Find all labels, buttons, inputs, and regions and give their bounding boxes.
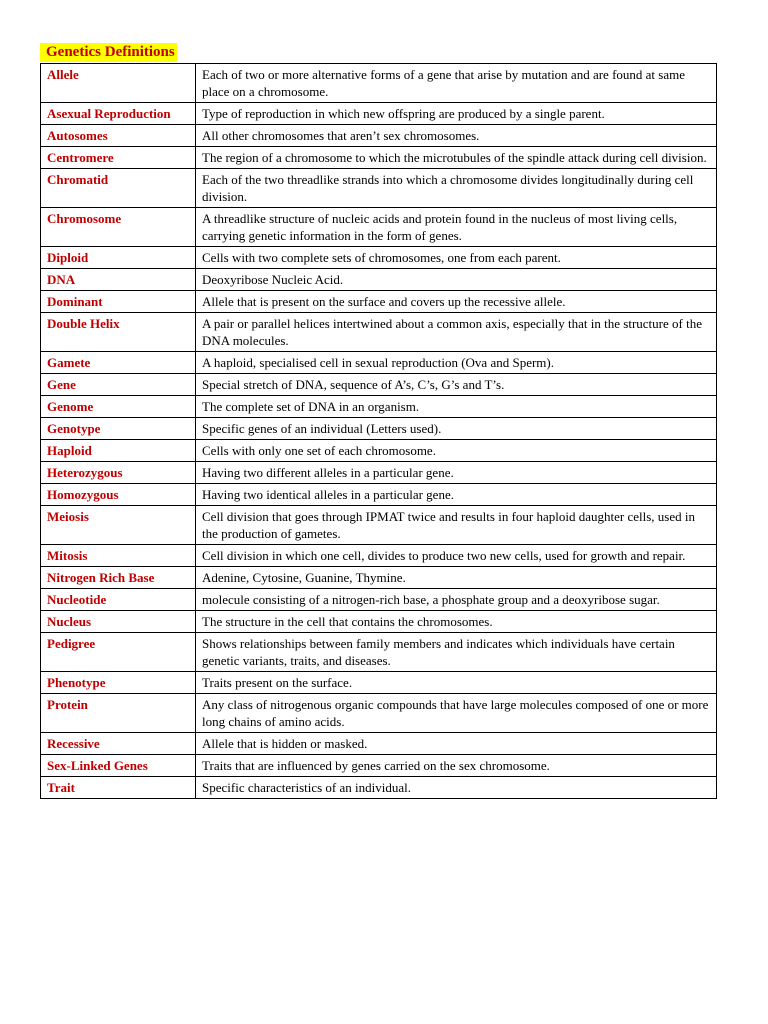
table-row: [41, 169, 717, 208]
term-cell: Meiosis: [41, 506, 196, 545]
table-row: [41, 418, 717, 440]
definition-cell: Adenine, Cytosine, Guanine, Thymine.: [196, 567, 717, 589]
definition-cell: Having two different alleles in a particular gene.: [196, 462, 717, 484]
definition-cell: molecule consisting of a nitrogen-rich base, a phosphate group and a deoxyribose sugar.: [196, 589, 717, 611]
definition-cell: Shows relationships between family members and indicates which individuals have certain genetic variants, traits, and diseases.: [196, 633, 717, 672]
document-page: [40, 43, 717, 799]
term-cell: Phenotype: [41, 672, 196, 694]
definition-cell: Specific genes of an individual (Letters used).: [196, 418, 717, 440]
definitions-table-body: [41, 64, 717, 799]
term-cell: Sex-Linked Genes: [41, 755, 196, 777]
table-row: [41, 589, 717, 611]
definition-cell: Allele that is hidden or masked.: [196, 733, 717, 755]
document-title: Genetics Definitions: [40, 43, 177, 62]
term-cell: Nucleus: [41, 611, 196, 633]
term-cell: Chromosome: [41, 208, 196, 247]
term-cell: Heterozygous: [41, 462, 196, 484]
table-row: [41, 352, 717, 374]
definition-cell: All other chromosomes that aren’t sex chromosomes.: [196, 125, 717, 147]
definition-cell: The region of a chromosome to which the microtubules of the spindle attack during cell division.: [196, 147, 717, 169]
definition-cell: Traits that are influenced by genes carried on the sex chromosome.: [196, 755, 717, 777]
term-cell: DNA: [41, 269, 196, 291]
term-cell: Homozygous: [41, 484, 196, 506]
term-cell: Haploid: [41, 440, 196, 462]
table-row: [41, 567, 717, 589]
table-row: [41, 484, 717, 506]
definition-cell: Each of the two threadlike strands into which a chromosome divides longitudinally during cell division.: [196, 169, 717, 208]
term-cell: Mitosis: [41, 545, 196, 567]
table-row: [41, 777, 717, 799]
table-row: [41, 462, 717, 484]
table-row: [41, 672, 717, 694]
definition-cell: Traits present on the surface.: [196, 672, 717, 694]
definition-cell: A pair or parallel helices intertwined about a common axis, especially that in the structure of the DNA molecules.: [196, 313, 717, 352]
definition-cell: Cells with only one set of each chromosome.: [196, 440, 717, 462]
term-cell: Autosomes: [41, 125, 196, 147]
term-cell: Centromere: [41, 147, 196, 169]
table-row: [41, 506, 717, 545]
term-cell: Protein: [41, 694, 196, 733]
table-row: [41, 694, 717, 733]
term-cell: Trait: [41, 777, 196, 799]
definition-cell: Any class of nitrogenous organic compounds that have large molecules composed of one or more long chains of amino acids.: [196, 694, 717, 733]
table-row: [41, 611, 717, 633]
term-cell: Dominant: [41, 291, 196, 313]
definitions-table: [40, 63, 717, 799]
definition-cell: Having two identical alleles in a particular gene.: [196, 484, 717, 506]
table-row: [41, 64, 717, 103]
definition-cell: Each of two or more alternative forms of a gene that arise by mutation and are found at same place on a chromosome.: [196, 64, 717, 103]
definition-cell: Special stretch of DNA, sequence of A’s, C’s, G’s and T’s.: [196, 374, 717, 396]
term-cell: Asexual Reproduction: [41, 103, 196, 125]
definition-cell: Cells with two complete sets of chromosomes, one from each parent.: [196, 247, 717, 269]
term-cell: Genotype: [41, 418, 196, 440]
table-row: [41, 208, 717, 247]
table-row: [41, 103, 717, 125]
table-row: [41, 440, 717, 462]
table-row: [41, 374, 717, 396]
definition-cell: Cell division that goes through IPMAT twice and results in four haploid daughter cells, used in the production of gametes.: [196, 506, 717, 545]
table-row: [41, 396, 717, 418]
term-cell: Recessive: [41, 733, 196, 755]
term-cell: Pedigree: [41, 633, 196, 672]
definition-cell: The structure in the cell that contains the chromosomes.: [196, 611, 717, 633]
term-cell: Chromatid: [41, 169, 196, 208]
table-row: [41, 291, 717, 313]
term-cell: Gene: [41, 374, 196, 396]
term-cell: Gamete: [41, 352, 196, 374]
definition-cell: Deoxyribose Nucleic Acid.: [196, 269, 717, 291]
term-cell: Nitrogen Rich Base: [41, 567, 196, 589]
term-cell: Allele: [41, 64, 196, 103]
table-row: [41, 545, 717, 567]
definition-cell: Type of reproduction in which new offspring are produced by a single parent.: [196, 103, 717, 125]
definition-cell: Specific characteristics of an individual.: [196, 777, 717, 799]
term-cell: Genome: [41, 396, 196, 418]
table-row: [41, 313, 717, 352]
term-cell: Double Helix: [41, 313, 196, 352]
term-cell: Diploid: [41, 247, 196, 269]
definition-cell: A threadlike structure of nucleic acids and protein found in the nucleus of most living cells, carrying genetic information in the form of genes.: [196, 208, 717, 247]
table-row: [41, 269, 717, 291]
definition-cell: A haploid, specialised cell in sexual reproduction (Ova and Sperm).: [196, 352, 717, 374]
term-cell: Nucleotide: [41, 589, 196, 611]
table-row: [41, 247, 717, 269]
table-row: [41, 125, 717, 147]
definition-cell: The complete set of DNA in an organism.: [196, 396, 717, 418]
table-row: [41, 147, 717, 169]
table-row: [41, 755, 717, 777]
table-row: [41, 733, 717, 755]
definition-cell: Allele that is present on the surface and covers up the recessive allele.: [196, 291, 717, 313]
definition-cell: Cell division in which one cell, divides to produce two new cells, used for growth and repair.: [196, 545, 717, 567]
table-row: [41, 633, 717, 672]
